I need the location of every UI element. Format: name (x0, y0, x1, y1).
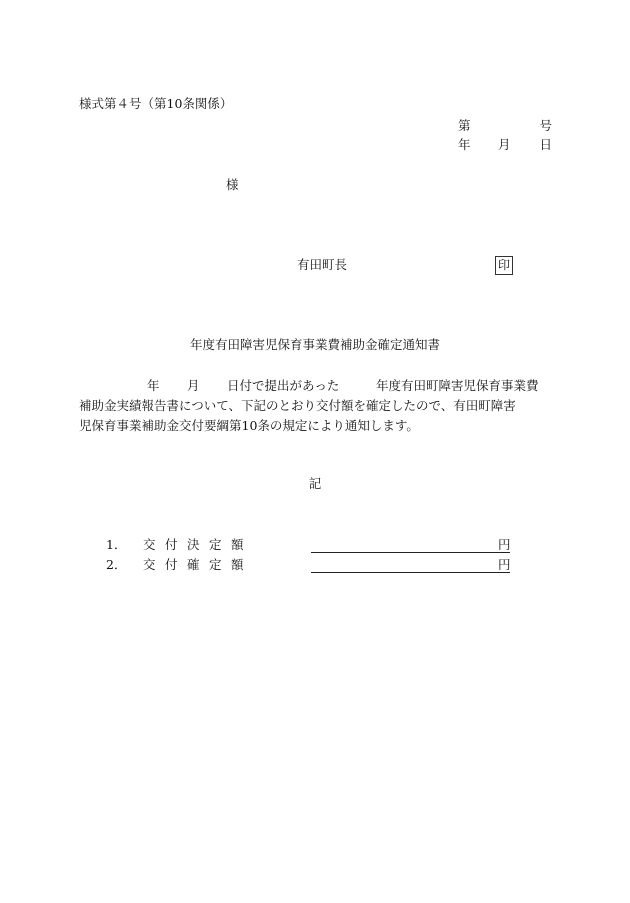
document-title: 年度有田障害児保育事業費補助金確定通知書 (189, 337, 440, 352)
addressee-honorific: 様 (226, 177, 239, 192)
item-grant-confirmed (106, 557, 526, 573)
document-date (458, 137, 552, 153)
seal-mark: 印 (495, 256, 513, 275)
amount-field[interactable] (311, 537, 510, 553)
item-number: 1． (106, 537, 127, 552)
amount-field[interactable] (311, 557, 510, 573)
number-suffix: 号 (539, 118, 552, 133)
number-prefix: 第 (458, 118, 471, 133)
date-month: 月 (498, 137, 511, 152)
date-day: 日 (539, 137, 552, 152)
item-label: 交付確定額 (143, 557, 254, 572)
body-line-2: 補助金実績報告書について、下記のとおり交付額を確定したので、有田町障害 (79, 398, 516, 413)
sender-title: 有田町長 (297, 257, 348, 272)
body-month: 月 (187, 378, 200, 393)
body-line-1 (79, 376, 559, 396)
body-line-3: 児保育事業補助金交付要綱第10条の規定により通知します。 (79, 418, 419, 433)
form-number: 様式第４号（第10条関係） (79, 96, 233, 111)
item-number: 2． (106, 557, 127, 572)
item-label: 交付決定額 (143, 537, 254, 552)
body-line1-end: 年度有田町障害児保育事業費 (376, 378, 539, 393)
item-grant-decision (106, 537, 526, 553)
date-year: 年 (458, 137, 471, 152)
body-date-rest: 日付で提出があった (227, 378, 340, 393)
document-number (458, 118, 552, 134)
ki-heading: 記 (308, 476, 322, 491)
body-text (79, 376, 559, 436)
item-unit: 円 (498, 557, 511, 572)
body-year: 年 (147, 378, 160, 393)
item-unit: 円 (498, 537, 511, 552)
